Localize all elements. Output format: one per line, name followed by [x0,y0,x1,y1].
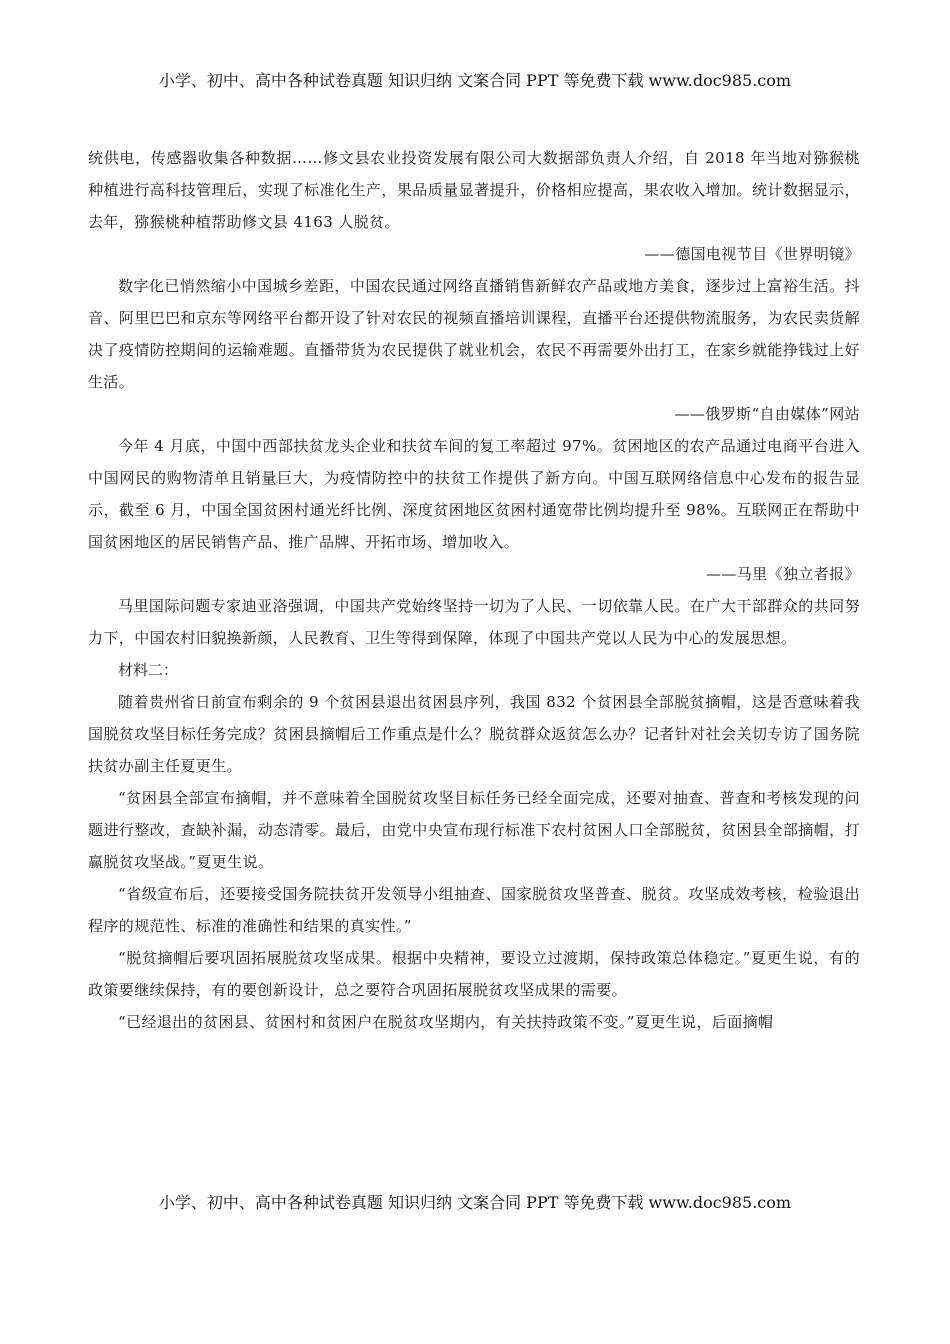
paragraph-expert-comment: 马里国际问题专家迪亚洛强调，中国共产党始终坚持一切为了人民、一切依靠人民。在广大干部群众的共同努力下，中国农村旧貌换新颜，人民教育、卫生等得到保障，体现了中国共产党以人民为中心的发展思想。 [88,597,860,647]
source-russian-media: ——俄罗斯“自由媒体”网站 [674,405,860,423]
material-two-label: 材料二： [118,661,179,679]
paragraph-kiwi-tech: 统供电，传感器收集各种数据……修文县农业投资发展有限公司大数据部负责人介绍，自 2018 年当地对猕猴桃种植进行高科技管理后，实现了标准化生产，果品质量显著提升，价格相应提高，果农收入增加。统计数据显示，去年，猕猴桃种植帮助修文县 4163 人脱贫。 [88,149,860,231]
paragraph-quote-1: “贫困县全部宣布摘帽，并不意味着全国脱贫攻坚目标任务已经全面完成，还要对抽查、普查和考核发现的问题进行整改，查缺补漏，动态清零。最后，由党中央宣布现行标准下农村贫困人口全部脱贫，贫困县全部摘帽，打赢脱贫攻坚战。”夏更生说。 [88,789,860,871]
document-body [88,142,860,1038]
paragraph-quote-2: “省级宣布后，还要接受国务院扶贫开发领导小组抽查、国家脱贫攻坚普查、脱贫。攻坚成效考核，检验退出程序的规范性、标准的准确性和结果的真实性。” [88,885,860,935]
paragraph-poverty-counties: 随着贵州省日前宣布剩余的 9 个贫困县退出贫困县序列，我国 832 个贫困县全部脱贫摘帽，这是否意味着我国脱贫攻坚目标任务完成？贫困县摘帽后工作重点是什么？脱贫群众返贫怎么办？记者针对社会关切专访了国务院扶贫办副主任夏更生。 [88,693,860,775]
paragraph-quote-4: “已经退出的贫困县、贫困村和贫困户在脱贫攻坚期内，有关扶持政策不变。”夏更生说，后面摘帽 [118,1013,774,1031]
page-header: 小学、初中、高中各种试卷真题 知识归纳 文案合同 PPT 等免费下载 www.doc985.com [158,71,792,90]
source-mali-newspaper: ——马里《独立者报》 [705,565,860,583]
paragraph-digital-divide: 数字化已悄然缩小中国城乡差距，中国农民通过网络直播销售新鲜农产品或地方美食，逐步过上富裕生活。抖音、阿里巴巴和京东等网络平台都开设了针对农民的视频直播培训课程，直播平台还提供物流服务，为农民卖货解决了疫情防控期间的运输难题。直播带货为农民提供了就业机会，农民不再需要外出打工，在家乡就能挣钱过上好生活。 [88,277,860,391]
page-footer: 小学、初中、高中各种试卷真题 知识归纳 文案合同 PPT 等免费下载 www.doc985.com [158,1193,792,1212]
paragraph-quote-3: “脱贫摘帽后要巩固拓展脱贫攻坚成果。根据中央精神，要设立过渡期，保持政策总体稳定。”夏更生说，有的政策要继续保持，有的要创新设计，总之要符合巩固拓展脱贫攻坚成果的需要。 [88,949,860,999]
source-german-tv: ——德国电视节目《世界明镜》 [644,245,860,263]
paragraph-internet-poverty: 今年 4 月底，中国中西部扶贫龙头企业和扶贫车间的复工率超过 97%。贫困地区的农产品通过电商平台进入中国网民的购物清单且销量巨大，为疫情防控中的扶贫工作提供了新方向。中国互联网络信息中心发布的报告显示，截至 6 月，中国全国贫困村通光纤比例、深度贫困地区贫困村通宽带比例均提升至 98%。互联网正在帮助中国贫困地区的居民销售产品、推广品牌、开拓市场、增加收入。 [88,437,860,551]
